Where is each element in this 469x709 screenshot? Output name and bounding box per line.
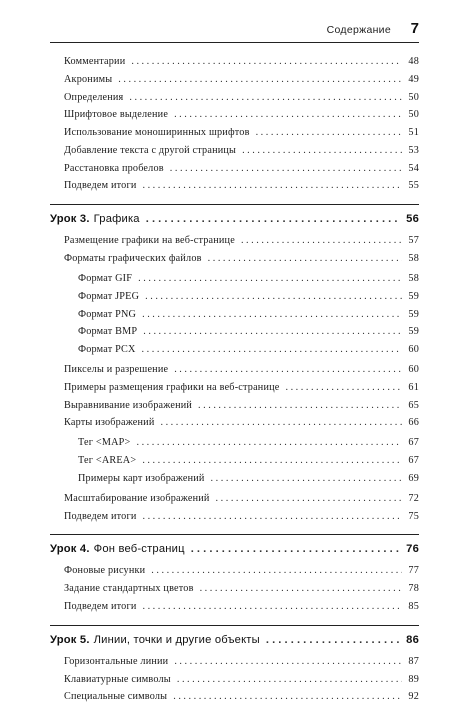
toc-entry-title: Использование моноширинных шрифтов — [64, 127, 250, 139]
toc-entry[interactable] — [50, 56, 419, 73]
lesson-label: Урок 3. — [50, 213, 90, 226]
toc-entry-title: Размещение графики на веб-странице — [64, 235, 235, 247]
toc-entry[interactable] — [50, 163, 419, 180]
toc-entry[interactable] — [50, 74, 419, 91]
dot-leader — [211, 473, 403, 484]
dot-leader — [242, 145, 402, 156]
toc-entry-title: Фоновые рисунки — [64, 565, 146, 577]
toc-entry-title: Подведем итоги — [64, 180, 137, 192]
toc-page-number: 76 — [406, 543, 419, 556]
toc-subentry[interactable] — [50, 455, 419, 472]
toc-page-number: 65 — [408, 399, 419, 411]
toc-entry[interactable] — [50, 417, 419, 434]
dot-leader — [216, 493, 403, 504]
toc-entry[interactable] — [50, 235, 419, 252]
section-divider — [50, 534, 419, 535]
dot-leader — [177, 674, 403, 685]
toc-subentry[interactable] — [50, 344, 419, 361]
toc-entry[interactable] — [50, 691, 419, 708]
toc-lesson-heading[interactable] — [50, 213, 419, 230]
toc-entry[interactable] — [50, 127, 419, 144]
toc-page-number: 50 — [408, 109, 419, 121]
toc-page-number: 58 — [408, 273, 419, 285]
toc-entry-title: Клавиатурные символы — [64, 673, 171, 685]
dot-leader — [160, 417, 402, 428]
toc-subentry[interactable] — [50, 473, 419, 490]
toc-entry-title: Формат PCX — [78, 344, 136, 356]
toc-page-number: 67 — [408, 437, 419, 449]
dot-leader — [146, 213, 400, 225]
toc-entry-title: Фон веб-страниц — [93, 543, 185, 556]
dot-leader — [208, 253, 403, 264]
toc-subentry[interactable] — [50, 326, 419, 343]
toc-entry-title: Формат BMP — [78, 326, 138, 338]
toc-page-number: 61 — [408, 381, 419, 393]
dot-leader — [143, 326, 402, 337]
toc-entry-title: Формат JPEG — [78, 290, 140, 302]
toc-entry-title: Масштабирование изображений — [64, 492, 210, 504]
toc-entry-title: Формат PNG — [78, 308, 137, 320]
toc-entry[interactable] — [50, 400, 419, 417]
lesson-label: Урок 5. — [50, 633, 90, 646]
dot-leader — [285, 382, 402, 393]
toc-entry-title: Акронимы — [64, 73, 113, 85]
header-page-number: 7 — [410, 20, 419, 37]
toc-entry-title: Линии, точки и другие объекты — [93, 633, 260, 646]
dot-leader — [191, 543, 400, 555]
toc-subentry[interactable] — [50, 291, 419, 308]
dot-leader — [241, 235, 402, 246]
toc-entry-title: Шрифтовое выделение — [64, 109, 169, 121]
dot-leader — [174, 364, 402, 375]
toc-entry[interactable] — [50, 364, 419, 381]
dot-leader — [266, 634, 400, 646]
toc-entry[interactable] — [50, 92, 419, 109]
toc-entry-title: Выравнивание изображений — [64, 399, 193, 411]
toc-page-number: 56 — [406, 213, 419, 226]
toc-entry-title: Специальные символы — [64, 691, 168, 703]
toc-entry-title: Примеры карт изображений — [78, 472, 205, 484]
header-title: Содержание — [326, 24, 391, 36]
dot-leader — [142, 309, 402, 320]
dot-leader — [142, 180, 402, 191]
toc-entry[interactable] — [50, 382, 419, 399]
dot-leader — [173, 691, 402, 702]
toc-entry-title: Форматы графических файлов — [64, 253, 202, 265]
toc-entry[interactable] — [50, 601, 419, 618]
toc-page-number: 60 — [408, 344, 419, 356]
toc-page-number: 53 — [408, 144, 419, 156]
toc-page-number: 89 — [408, 673, 419, 685]
running-header — [50, 20, 419, 43]
toc-page-number: 59 — [408, 308, 419, 320]
lesson-label: Урок 4. — [50, 543, 90, 556]
table-of-contents — [50, 56, 419, 709]
dot-leader — [200, 583, 403, 594]
toc-page-number: 48 — [408, 56, 419, 67]
toc-entry-title: Формат GIF — [78, 273, 133, 285]
toc-entry[interactable] — [50, 109, 419, 126]
toc-page-number: 55 — [408, 180, 419, 192]
toc-entry-title: Примеры размещения графики на веб-странице — [64, 381, 280, 393]
toc-entry[interactable] — [50, 180, 419, 197]
toc-page-number: 54 — [408, 162, 419, 174]
toc-entry-title: Горизонтальные линии — [64, 655, 169, 667]
dot-leader — [142, 455, 402, 466]
toc-page-number: 59 — [408, 290, 419, 302]
toc-page-number: 77 — [408, 565, 419, 577]
section-divider — [50, 625, 419, 626]
toc-entry-title: Тег <MAP> — [78, 437, 131, 449]
toc-entry-title: Карты изображений — [64, 417, 155, 429]
dot-leader — [131, 56, 402, 67]
toc-entry[interactable] — [50, 493, 419, 510]
dot-leader — [142, 601, 402, 612]
dot-leader — [129, 92, 402, 103]
toc-subentry[interactable] — [50, 273, 419, 290]
toc-page-number: 85 — [408, 600, 419, 612]
toc-page-number: 92 — [408, 691, 419, 703]
dot-leader — [174, 656, 402, 667]
toc-entry[interactable] — [50, 583, 419, 600]
toc-entry-title: Добавление текста с другой страницы — [64, 144, 237, 156]
toc-page-number: 49 — [408, 73, 419, 85]
toc-page-number: 86 — [406, 633, 419, 646]
toc-page-number: 69 — [408, 472, 419, 484]
toc-page-number: 60 — [408, 364, 419, 376]
dot-leader — [136, 437, 402, 448]
toc-entry-title: Определения — [64, 91, 124, 103]
section-divider — [50, 204, 419, 205]
toc-subentry[interactable] — [50, 309, 419, 326]
toc-lesson-heading[interactable] — [50, 634, 419, 651]
toc-page-number: 51 — [408, 127, 419, 139]
toc-entry[interactable] — [50, 145, 419, 162]
dot-leader — [118, 74, 402, 85]
dot-leader — [142, 344, 403, 355]
toc-page-number: 58 — [408, 253, 419, 265]
toc-entry-title: Пикселы и разрешение — [64, 364, 169, 376]
toc-entry[interactable] — [50, 674, 419, 691]
toc-entry[interactable] — [50, 656, 419, 673]
toc-entry[interactable] — [50, 511, 419, 528]
toc-entry-title: Подведем итоги — [64, 600, 137, 612]
toc-entry-title: Расстановка пробелов — [64, 162, 164, 174]
toc-entry-title: Задание стандартных цветов — [64, 583, 194, 595]
dot-leader — [138, 273, 402, 284]
toc-page-number: 57 — [408, 235, 419, 247]
toc-page-number: 78 — [408, 583, 419, 595]
toc-page-number: 75 — [408, 510, 419, 522]
toc-entry-title: Комментарии — [64, 56, 126, 67]
dot-leader — [145, 291, 402, 302]
toc-lesson-heading[interactable] — [50, 543, 419, 560]
dot-leader — [142, 511, 402, 522]
toc-page-number: 67 — [408, 455, 419, 467]
toc-entry-title: Подведем итоги — [64, 510, 137, 522]
toc-subentry[interactable] — [50, 437, 419, 454]
toc-entry[interactable] — [50, 253, 419, 270]
toc-entry-title: Графика — [93, 213, 140, 226]
toc-page-number: 72 — [408, 492, 419, 504]
dot-leader — [151, 565, 402, 576]
dot-leader — [198, 400, 402, 411]
dot-leader — [256, 127, 403, 138]
toc-entry[interactable] — [50, 565, 419, 582]
toc-page-number: 66 — [408, 417, 419, 429]
toc-page-number: 59 — [408, 326, 419, 338]
toc-page-number: 50 — [408, 91, 419, 103]
dot-leader — [174, 109, 402, 120]
toc-page-number: 87 — [408, 655, 419, 667]
toc-entry-title: Тег <AREA> — [78, 455, 137, 467]
dot-leader — [170, 163, 403, 174]
